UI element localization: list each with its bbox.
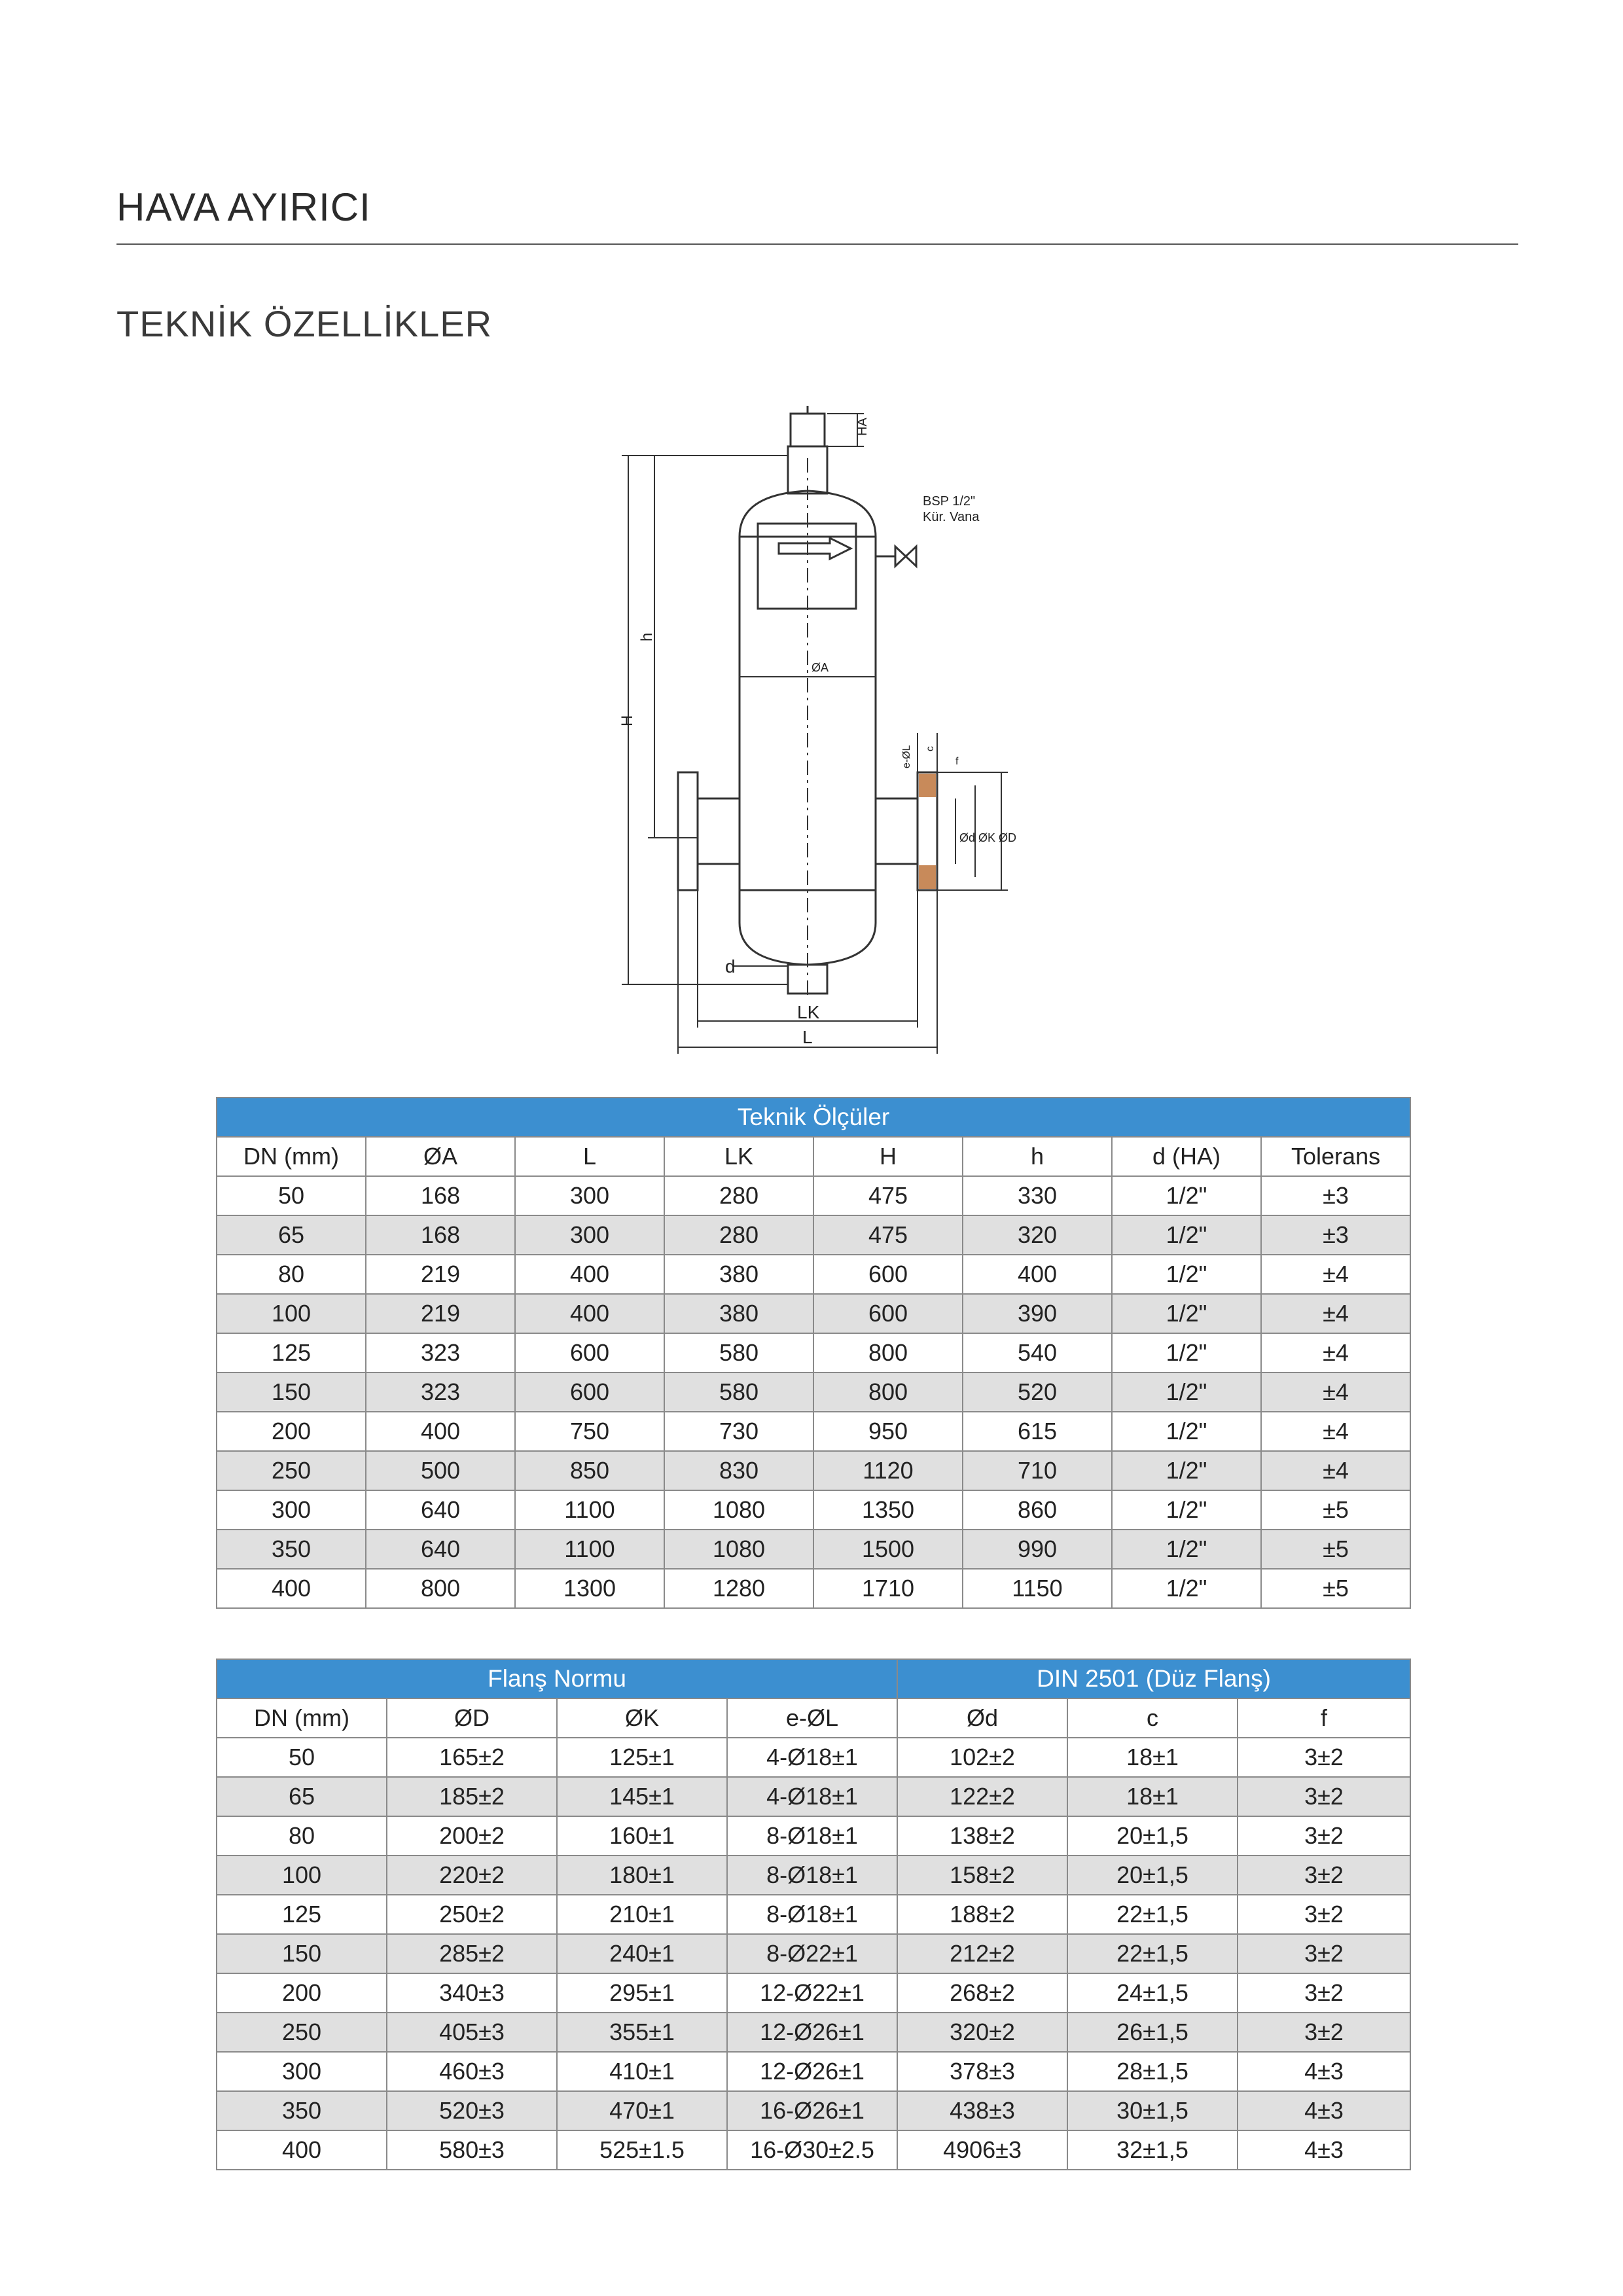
cell-od: 580±3 <box>387 2130 557 2170</box>
cell-lk: 730 <box>664 1412 813 1451</box>
cell-h-total: 800 <box>813 1372 963 1412</box>
cell-d-ha: 1/2" <box>1112 1490 1261 1530</box>
column-header-oa: ØA <box>366 1137 515 1176</box>
cell-h: 1150 <box>963 1569 1112 1608</box>
cell-od-small: 378±3 <box>897 2052 1067 2091</box>
cell-e-ol: 12-Ø26±1 <box>727 2013 897 2052</box>
cell-h-total: 800 <box>813 1333 963 1372</box>
cell-lk: 280 <box>664 1176 813 1215</box>
cell-e-ol: 16-Ø30±2.5 <box>727 2130 897 2170</box>
column-header-tolerance: Tolerans <box>1261 1137 1410 1176</box>
cell-e-ol: 8-Ø18±1 <box>727 1895 897 1934</box>
cell-ok: 355±1 <box>557 2013 727 2052</box>
cell-tolerance: ±5 <box>1261 1530 1410 1569</box>
column-header-f: f <box>1238 1698 1410 1738</box>
table-row <box>217 1412 1410 1451</box>
column-header-e-ol: e-ØL <box>727 1698 897 1738</box>
cell-d-ha: 1/2" <box>1112 1255 1261 1294</box>
cell-od-small: 102±2 <box>897 1738 1067 1777</box>
table-row <box>217 1215 1410 1255</box>
cell-l: 400 <box>515 1255 664 1294</box>
label-vana: Kür. Vana <box>923 510 980 524</box>
cell-ok: 180±1 <box>557 1856 727 1895</box>
cell-h: 390 <box>963 1294 1112 1333</box>
cell-f: 4±3 <box>1238 2130 1410 2170</box>
flange-hatch-bottom <box>919 865 936 889</box>
table-row <box>217 1451 1410 1490</box>
cell-dn: 50 <box>217 1738 387 1777</box>
cell-lk: 1080 <box>664 1490 813 1530</box>
cell-h-total: 950 <box>813 1412 963 1451</box>
table-row <box>217 1294 1410 1333</box>
table-row <box>217 1856 1410 1895</box>
cell-oa: 168 <box>366 1176 515 1215</box>
table-row <box>217 1490 1410 1530</box>
title-divider <box>116 243 1518 245</box>
right-nozzle <box>876 798 918 864</box>
cell-oa: 323 <box>366 1333 515 1372</box>
cell-oa: 640 <box>366 1530 515 1569</box>
cell-oa: 640 <box>366 1490 515 1530</box>
label-dkd: Ød ØK ØD <box>959 831 1017 844</box>
column-header-c: c <box>1067 1698 1238 1738</box>
cell-f: 4±3 <box>1238 2091 1410 2130</box>
cell-c: 22±1,5 <box>1067 1934 1238 1973</box>
table-title-left: Flanş Normu <box>217 1659 897 1698</box>
cell-dn: 400 <box>217 2130 387 2170</box>
left-flange <box>678 772 698 890</box>
cell-od-small: 188±2 <box>897 1895 1067 1934</box>
cell-od: 200±2 <box>387 1816 557 1856</box>
cell-dn: 80 <box>217 1816 387 1856</box>
cell-dn: 250 <box>217 2013 387 2052</box>
cell-d-ha: 1/2" <box>1112 1215 1261 1255</box>
flange-standard-table <box>216 1659 1411 2170</box>
cell-f: 3±2 <box>1238 2013 1410 2052</box>
cell-tolerance: ±4 <box>1261 1255 1410 1294</box>
cell-f: 3±2 <box>1238 1973 1410 2013</box>
cell-tolerance: ±5 <box>1261 1490 1410 1530</box>
cell-d-ha: 1/2" <box>1112 1412 1261 1451</box>
cell-tolerance: ±4 <box>1261 1294 1410 1333</box>
cell-dn: 65 <box>217 1215 366 1255</box>
cell-l: 1100 <box>515 1490 664 1530</box>
cell-oa: 400 <box>366 1412 515 1451</box>
cell-e-ol: 16-Ø26±1 <box>727 2091 897 2130</box>
cell-c: 30±1,5 <box>1067 2091 1238 2130</box>
cell-tolerance: ±4 <box>1261 1451 1410 1490</box>
cell-c: 18±1 <box>1067 1777 1238 1816</box>
label-ha: HA <box>855 418 870 436</box>
table-row <box>217 1973 1410 2013</box>
cell-l: 300 <box>515 1176 664 1215</box>
cell-dn: 400 <box>217 1569 366 1608</box>
cell-dn: 100 <box>217 1294 366 1333</box>
cell-h: 320 <box>963 1215 1112 1255</box>
cell-od: 165±2 <box>387 1738 557 1777</box>
cell-d-ha: 1/2" <box>1112 1530 1261 1569</box>
cell-c: 24±1,5 <box>1067 1973 1238 2013</box>
table-row <box>217 1176 1410 1215</box>
cell-od: 460±3 <box>387 2052 557 2091</box>
cell-dn: 50 <box>217 1176 366 1215</box>
cell-dn: 200 <box>217 1973 387 2013</box>
cell-ok: 295±1 <box>557 1973 727 2013</box>
label-bsp: BSP 1/2" <box>923 494 976 509</box>
technical-dimensions-table <box>216 1097 1411 1609</box>
column-header-od-small: Ød <box>897 1698 1067 1738</box>
cell-h: 520 <box>963 1372 1112 1412</box>
cell-od-small: 212±2 <box>897 1934 1067 1973</box>
cell-od-small: 4906±3 <box>897 2130 1067 2170</box>
cell-f: 3±2 <box>1238 1738 1410 1777</box>
cell-dn: 125 <box>217 1895 387 1934</box>
cell-lk: 580 <box>664 1372 813 1412</box>
cell-ok: 210±1 <box>557 1895 727 1934</box>
cell-tolerance: ±4 <box>1261 1372 1410 1412</box>
cell-l: 600 <box>515 1372 664 1412</box>
cell-od: 520±3 <box>387 2091 557 2130</box>
column-header-h-total: H <box>813 1137 963 1176</box>
table-row <box>217 1816 1410 1856</box>
label-c: c <box>925 746 936 751</box>
cell-ok: 410±1 <box>557 2052 727 2091</box>
label-el: e-ØL <box>901 745 912 768</box>
table-row <box>217 2052 1410 2091</box>
cell-d-ha: 1/2" <box>1112 1372 1261 1412</box>
column-header-od: ØD <box>387 1698 557 1738</box>
cell-od-small: 320±2 <box>897 2013 1067 2052</box>
cell-h-total: 600 <box>813 1294 963 1333</box>
cell-od: 250±2 <box>387 1895 557 1934</box>
cell-h: 860 <box>963 1490 1112 1530</box>
column-header-dn: DN (mm) <box>217 1698 387 1738</box>
cell-dn: 100 <box>217 1856 387 1895</box>
cell-h-total: 475 <box>813 1215 963 1255</box>
label-f: f <box>955 756 959 767</box>
cell-d-ha: 1/2" <box>1112 1294 1261 1333</box>
cell-f: 4±3 <box>1238 2052 1410 2091</box>
table-row <box>217 1333 1410 1372</box>
cell-oa: 219 <box>366 1255 515 1294</box>
table-row <box>217 2091 1410 2130</box>
table-row <box>217 1569 1410 1608</box>
cell-e-ol: 4-Ø18±1 <box>727 1738 897 1777</box>
cell-dn: 80 <box>217 1255 366 1294</box>
cell-d-ha: 1/2" <box>1112 1569 1261 1608</box>
cell-ok: 240±1 <box>557 1934 727 1973</box>
cell-l: 400 <box>515 1294 664 1333</box>
cell-od: 340±3 <box>387 1973 557 2013</box>
cell-oa: 800 <box>366 1569 515 1608</box>
table-row <box>217 1895 1410 1934</box>
label-h-lower: h <box>638 632 656 641</box>
cell-od-small: 122±2 <box>897 1777 1067 1816</box>
cell-lk: 380 <box>664 1255 813 1294</box>
column-header-h: h <box>963 1137 1112 1176</box>
cell-l: 1300 <box>515 1569 664 1608</box>
cell-od: 285±2 <box>387 1934 557 1973</box>
cell-e-ol: 8-Ø18±1 <box>727 1856 897 1895</box>
cell-e-ol: 12-Ø22±1 <box>727 1973 897 2013</box>
cell-f: 3±2 <box>1238 1895 1410 1934</box>
cell-ok: 160±1 <box>557 1816 727 1856</box>
table-row <box>217 2013 1410 2052</box>
cell-c: 28±1,5 <box>1067 2052 1238 2091</box>
table-row <box>217 1372 1410 1412</box>
table-row <box>217 1255 1410 1294</box>
cell-l: 600 <box>515 1333 664 1372</box>
cell-f: 3±2 <box>1238 1856 1410 1895</box>
label-h-upper: H <box>618 715 636 726</box>
valve-icon <box>895 547 916 566</box>
cell-dn: 200 <box>217 1412 366 1451</box>
cell-ok: 145±1 <box>557 1777 727 1816</box>
column-header-d-ha: d (HA) <box>1112 1137 1261 1176</box>
cell-od: 405±3 <box>387 2013 557 2052</box>
cell-od-small: 138±2 <box>897 1816 1067 1856</box>
label-lk: LK <box>797 1002 820 1022</box>
cell-oa: 323 <box>366 1372 515 1412</box>
cell-c: 20±1,5 <box>1067 1816 1238 1856</box>
cell-lk: 1280 <box>664 1569 813 1608</box>
label-l: L <box>802 1027 813 1047</box>
label-oa: ØA <box>812 661 829 674</box>
column-header-row <box>217 1137 1410 1176</box>
cell-dn: 65 <box>217 1777 387 1816</box>
vent-cap <box>791 414 825 446</box>
cell-c: 18±1 <box>1067 1738 1238 1777</box>
cell-tolerance: ±4 <box>1261 1333 1410 1372</box>
cell-h: 400 <box>963 1255 1112 1294</box>
cell-h: 540 <box>963 1333 1112 1372</box>
cell-tolerance: ±3 <box>1261 1215 1410 1255</box>
cell-l: 850 <box>515 1451 664 1490</box>
cell-od-small: 158±2 <box>897 1856 1067 1895</box>
column-header-lk: LK <box>664 1137 813 1176</box>
table-row <box>217 2130 1410 2170</box>
cell-dn: 250 <box>217 1451 366 1490</box>
cell-od-small: 438±3 <box>897 2091 1067 2130</box>
cell-dn: 300 <box>217 2052 387 2091</box>
cell-e-ol: 8-Ø18±1 <box>727 1816 897 1856</box>
cell-c: 26±1,5 <box>1067 2013 1238 2052</box>
cell-oa: 168 <box>366 1215 515 1255</box>
cell-h-total: 1120 <box>813 1451 963 1490</box>
cell-e-ol: 12-Ø26±1 <box>727 2052 897 2091</box>
cell-tolerance: ±5 <box>1261 1569 1410 1608</box>
cell-d-ha: 1/2" <box>1112 1333 1261 1372</box>
column-header-row <box>217 1698 1410 1738</box>
section-title: TEKNİK ÖZELLİKLER <box>116 303 493 344</box>
column-header-l: L <box>515 1137 664 1176</box>
cell-h-total: 1500 <box>813 1530 963 1569</box>
cell-h-total: 1350 <box>813 1490 963 1530</box>
cell-dn: 350 <box>217 2091 387 2130</box>
left-nozzle <box>698 798 740 864</box>
cell-dn: 125 <box>217 1333 366 1372</box>
cell-lk: 830 <box>664 1451 813 1490</box>
cell-ok: 525±1.5 <box>557 2130 727 2170</box>
cell-oa: 500 <box>366 1451 515 1490</box>
cell-h-total: 475 <box>813 1176 963 1215</box>
cell-e-ol: 8-Ø22±1 <box>727 1934 897 1973</box>
flange-hatch-top <box>919 774 936 797</box>
page-title: HAVA AYIRICI <box>116 185 371 229</box>
cell-f: 3±2 <box>1238 1816 1410 1856</box>
cell-dn: 150 <box>217 1934 387 1973</box>
column-header-ok: ØK <box>557 1698 727 1738</box>
cell-l: 300 <box>515 1215 664 1255</box>
cell-tolerance: ±4 <box>1261 1412 1410 1451</box>
cell-h-total: 600 <box>813 1255 963 1294</box>
cell-lk: 580 <box>664 1333 813 1372</box>
cell-h-total: 1710 <box>813 1569 963 1608</box>
table-title-right: DIN 2501 (Düz Flanş) <box>897 1659 1410 1698</box>
cell-c: 32±1,5 <box>1067 2130 1238 2170</box>
label-d: d <box>725 956 736 977</box>
cell-dn: 150 <box>217 1372 366 1412</box>
cell-h: 710 <box>963 1451 1112 1490</box>
cell-l: 750 <box>515 1412 664 1451</box>
cell-f: 3±2 <box>1238 1934 1410 1973</box>
air-separator-drawing <box>589 380 1047 1067</box>
cell-h: 330 <box>963 1176 1112 1215</box>
cell-dn: 300 <box>217 1490 366 1530</box>
cell-od-small: 268±2 <box>897 1973 1067 2013</box>
cell-d-ha: 1/2" <box>1112 1176 1261 1215</box>
cell-lk: 280 <box>664 1215 813 1255</box>
cell-ok: 470±1 <box>557 2091 727 2130</box>
cell-od: 185±2 <box>387 1777 557 1816</box>
table-row <box>217 1738 1410 1777</box>
cell-lk: 1080 <box>664 1530 813 1569</box>
cell-oa: 219 <box>366 1294 515 1333</box>
cell-dn: 350 <box>217 1530 366 1569</box>
table-row <box>217 1777 1410 1816</box>
cell-f: 3±2 <box>1238 1777 1410 1816</box>
cell-lk: 380 <box>664 1294 813 1333</box>
flow-arrow-icon <box>779 538 851 559</box>
cell-tolerance: ±3 <box>1261 1176 1410 1215</box>
table-title: Teknik Ölçüler <box>217 1098 1410 1137</box>
cell-c: 22±1,5 <box>1067 1895 1238 1934</box>
cell-od: 220±2 <box>387 1856 557 1895</box>
column-header-dn: DN (mm) <box>217 1137 366 1176</box>
cell-l: 1100 <box>515 1530 664 1569</box>
cell-h: 990 <box>963 1530 1112 1569</box>
cell-ok: 125±1 <box>557 1738 727 1777</box>
table-row <box>217 1934 1410 1973</box>
cell-d-ha: 1/2" <box>1112 1451 1261 1490</box>
cell-h: 615 <box>963 1412 1112 1451</box>
table-row <box>217 1530 1410 1569</box>
cell-c: 20±1,5 <box>1067 1856 1238 1895</box>
cell-e-ol: 4-Ø18±1 <box>727 1777 897 1816</box>
